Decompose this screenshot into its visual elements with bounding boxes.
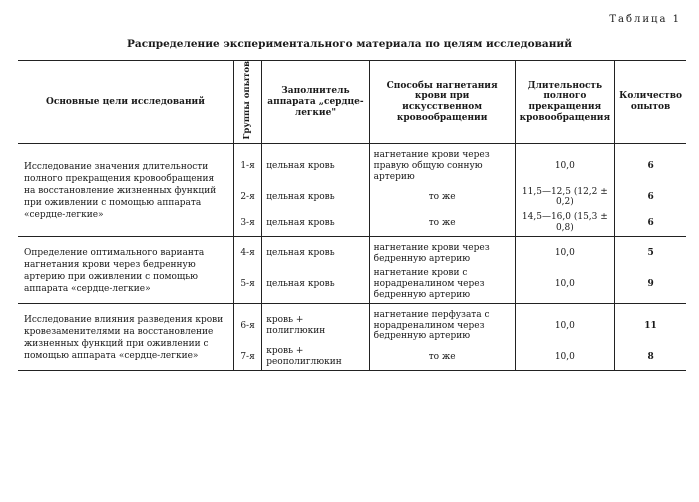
count-cell: 5 [615,236,686,266]
header-group: Группы опытов [233,61,261,144]
table-title: Распределение экспериментального материала по целям исследований [127,38,572,50]
filler-cell: цельная кровь [262,144,369,185]
count-cell: 6 [615,144,686,185]
duration-cell: 10,0 [515,236,615,266]
duration-cell: 10,0 [515,344,615,370]
group-cell: 5-я [233,266,261,303]
header-filler: Заполнитель аппарата „сердце-легкие" [262,61,369,144]
table-row [18,144,686,185]
count-cell: 6 [615,210,686,236]
duration-cell: 10,0 [515,144,615,185]
header-row [18,61,686,144]
filler-cell: цельная кровь [262,236,369,266]
table-block-3 [18,303,686,370]
table-row [18,303,686,344]
header-duration: Длительность полного прекращения кровообращения [515,61,615,144]
group-cell: 3-я [233,210,261,236]
goal-cell: Определение оптимального варианта нагнетания крови через бедренную артерию при оживлении с помощью аппарата «сердце-легкие» [18,236,233,303]
table-label: Таблица 1 [609,14,681,25]
header-goal: Основные цели исследований [18,61,233,144]
filler-cell: цельная кровь [262,210,369,236]
header-method: Способы нагнетания крови при искусственном кровообращении [369,61,515,144]
duration-cell: 11,5—12,5 (12,2 ± 0,2) [515,185,615,211]
count-cell: 9 [615,266,686,303]
method-cell: нагнетание перфузата с норадреналином через бедренную артерию [369,303,515,344]
count-cell: 8 [615,344,686,370]
group-cell: 1-я [233,144,261,185]
goal-cell: Исследование влияния разведения крови кровезаменителями на восстановление жизненных функций при оживлении с помощью аппарата «сердце-легкие» [18,303,233,370]
method-cell: нагнетание крови с норадреналином через бедренную артерию [369,266,515,303]
method-cell: то же [369,210,515,236]
group-cell: 7-я [233,344,261,370]
filler-cell: кровь + реополиглюкин [262,344,369,370]
method-cell: то же [369,185,515,211]
group-cell: 2-я [233,185,261,211]
table-block-2 [18,236,686,303]
filler-cell: цельная кровь [262,185,369,211]
filler-cell: цельная кровь [262,266,369,303]
table-block-1 [18,144,686,237]
header-count: Количество опытов [615,61,686,144]
goal-cell: Исследование значения длительности полного прекращения кровообращения на восстановление жизненных функций при оживлении с помощью аппарата «сердце-легкие» [18,144,233,237]
duration-cell: 10,0 [515,266,615,303]
duration-cell: 10,0 [515,303,615,344]
group-cell: 4-я [233,236,261,266]
duration-cell: 14,5—16,0 (15,3 ± 0,8) [515,210,615,236]
table-row [18,236,686,266]
count-cell: 11 [615,303,686,344]
filler-cell: кровь + полиглюкин [262,303,369,344]
method-cell: то же [369,344,515,370]
count-cell: 6 [615,185,686,211]
method-cell: нагнетание крови через правую общую сонную артерию [369,144,515,185]
group-cell: 6-я [233,303,261,344]
method-cell: нагнетание крови через бедренную артерию [369,236,515,266]
distribution-table [18,60,686,371]
